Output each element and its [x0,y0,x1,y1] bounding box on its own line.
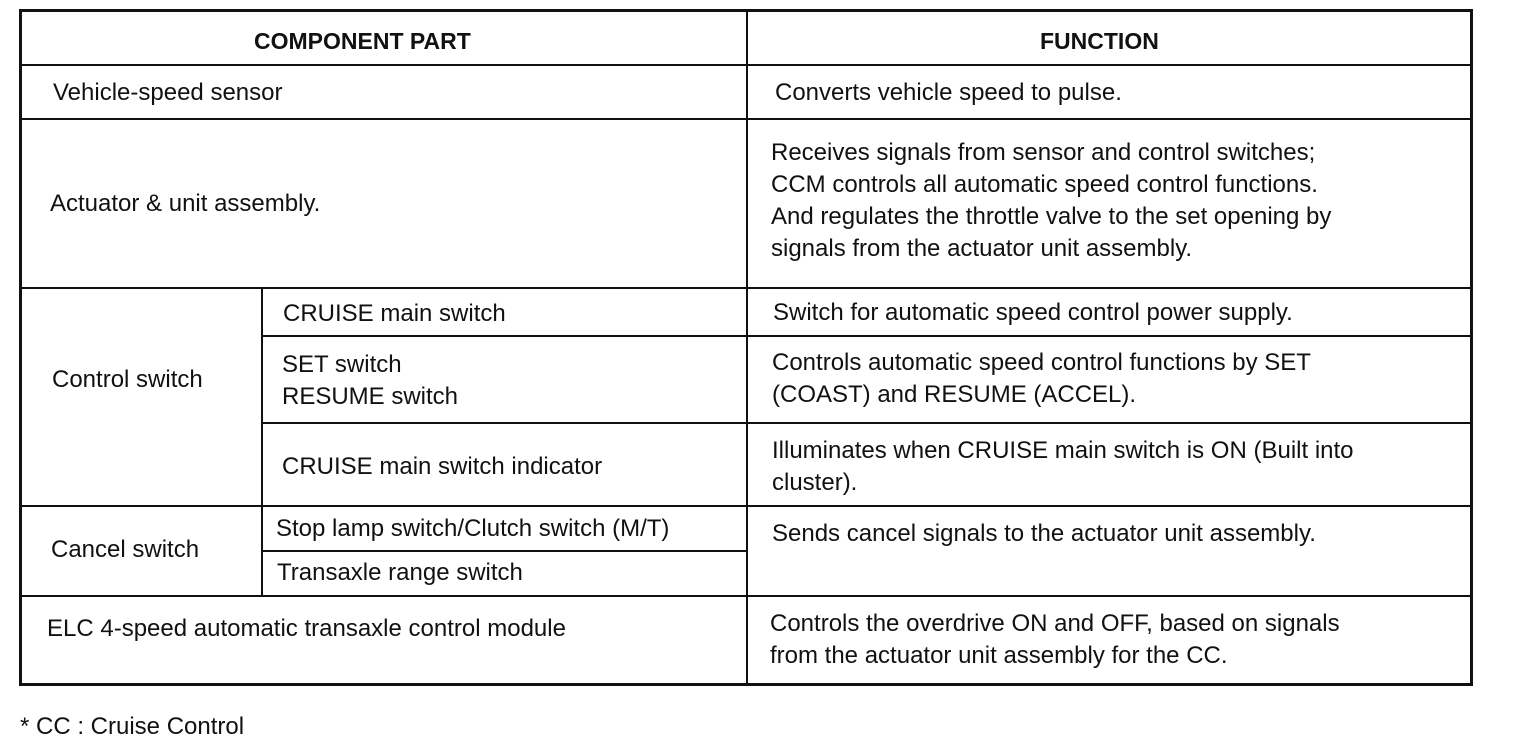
table-column-divider [261,287,263,596]
resume-switch-component: RESUME switch [282,383,459,410]
cancel-switch-group-label: Cancel switch [51,536,200,563]
actuator-unit-function-line: And regulates the throttle valve to the set opening by [771,203,1332,230]
cruise-indicator-function-line: Illuminates when CRUISE main switch is ON (Built into [772,437,1354,464]
actuator-unit-function-line: signals from the actuator unit assembly. [771,235,1193,262]
cruise-main-switch-function: Switch for automatic speed control power supply. [773,299,1293,326]
set-switch-component: SET switch [282,351,402,378]
transaxle-range-switch-component: Transaxle range switch [277,559,523,586]
control-switch-group-label: Control switch [52,366,203,393]
cruise-main-switch-component: CRUISE main switch [283,300,506,327]
elc-module-function-line: Controls the overdrive ON and OFF, based on signals [770,610,1340,637]
set-resume-function-line: (COAST) and RESUME (ACCEL). [772,381,1137,408]
table-column-divider [746,9,748,686]
table-rule [262,550,747,552]
cruise-indicator-function-line: cluster). [772,469,858,496]
footnote: * CC : Cruise Control [20,713,245,740]
table-rule [262,335,1473,337]
cancel-switch-function: Sends cancel signals to the actuator unit assembly. [772,520,1316,547]
actuator-unit-function-line: CCM controls all automatic speed control functions. [771,171,1318,198]
vehicle-speed-sensor-component: Vehicle-speed sensor [53,79,283,106]
elc-module-function-line: from the actuator unit assembly for the CC. [770,642,1228,669]
component-part-header: COMPONENT PART [254,28,471,54]
set-resume-function-line: Controls automatic speed control functions by SET [772,349,1311,376]
elc-module-component: ELC 4-speed automatic transaxle control module [47,615,566,642]
vehicle-speed-sensor-function: Converts vehicle speed to pulse. [775,79,1122,106]
table-rule [262,422,1473,424]
actuator-unit-component: Actuator & unit assembly. [50,190,321,217]
function-header: FUNCTION [1040,28,1159,54]
actuator-unit-function-line: Receives signals from sensor and control switches; [771,139,1316,166]
cruise-indicator-component: CRUISE main switch indicator [282,453,603,480]
stop-lamp-switch-component: Stop lamp switch/Clutch switch (M/T) [276,515,670,542]
